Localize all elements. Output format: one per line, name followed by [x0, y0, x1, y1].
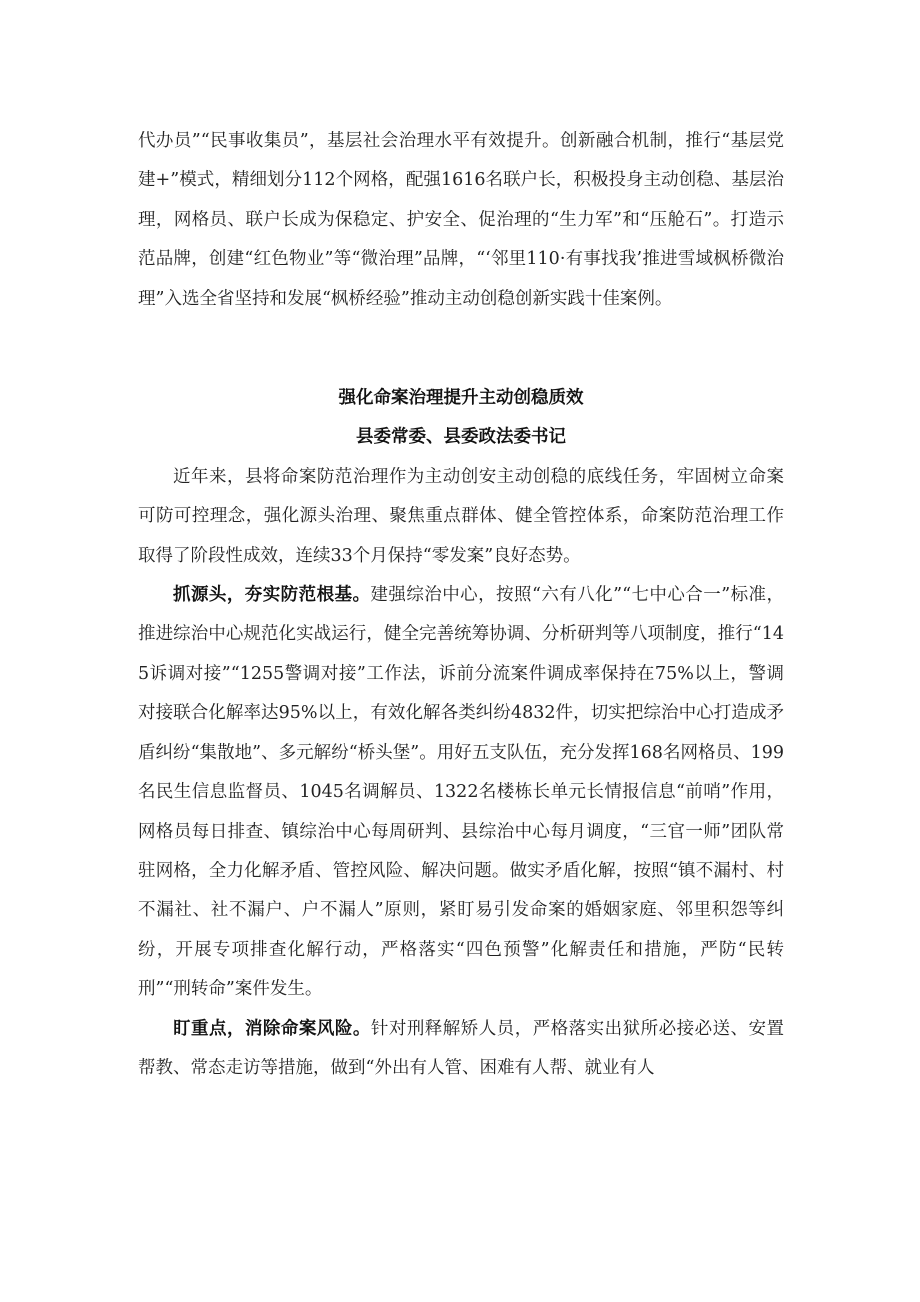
paragraph-3-lead: 盯重点，消除命案风险。	[173, 1018, 371, 1039]
body-paragraph-1: 近年来，县将命案防范治理作为主动创安主动创稳的底线任务，牢固树立命案可防可控理念，强化源头治理、聚焦重点群体、健全管控体系，命案防范治理工作取得了阶段性成效，连续33个月保持“零发案”良好态势。	[138, 466, 784, 566]
body-paragraph-2	[138, 576, 784, 1009]
document-page	[138, 122, 784, 1088]
section-title: 强化命案治理提升主动创稳质效	[338, 388, 584, 409]
paragraph-3-body: 针对刑释解矫人员，严格落实出狱所必接必送、安置帮教、常态走访等措施，做到“外出有人管、困难有人帮、就业有人	[138, 1018, 785, 1078]
paragraph-2-lead: 抓源头，夯实防范根基。	[173, 585, 371, 606]
section-subtitle: 县委常委、县委政法委书记	[356, 427, 566, 448]
section-spacer	[138, 319, 784, 379]
body-paragraph-3	[138, 1010, 784, 1089]
paragraph-2-body: 建强综治中心，按照“六有八化”“七中心合一”标准，推进综治中心规范化实战运行，健全完善统筹协调、分析研判等八项制度，推行“145诉调对接”“1255警调对接”工作法，诉前分流案件调成率保持在75%以上，警调对接联合化解率达95%以上，有效化解各类纠纷4832件，切实把综治中心打造成矛盾纠纷“集散地”、多元解纷“桥头堡”。用好五支队伍，充分发挥168名网格员、199名民生信息监督员、1045名调解员、1322名楼栋长单元长情报信息“前哨”作用，网格员每日排查、镇综治中心每周研判、县综治中心每月调度，“三官一师”团队常驻网格，全力化解矛盾、管控风险、解决问题。做实矛盾化解，按照“镇不漏村、村不漏社、社不漏户、户不漏人”原则，紧盯易引发命案的婚姻家庭、邻里积怨等纠纷，开展专项排查化解行动，严格落实“四色预警”化解责任和措施，严防“民转刑”“刑转命”案件发生。	[138, 585, 784, 1000]
intro-paragraph: 代办员”“民事收集员”，基层社会治理水平有效提升。创新融合机制，推行“基层党建+”模式，精细划分112个网格，配强1616名联户长，积极投身主动创稳、基层治理，网格员、联户长成为保稳定、护安全、促治理的“生力军”和“压舱石”。打造示范品牌，创建“红色物业”等“微治理”品牌，“‘邻里110·有事找我’推进雪域枫桥微治理”入选全省坚持和发展“枫桥经验”推动主动创稳创新实践十佳案例。	[138, 131, 784, 309]
